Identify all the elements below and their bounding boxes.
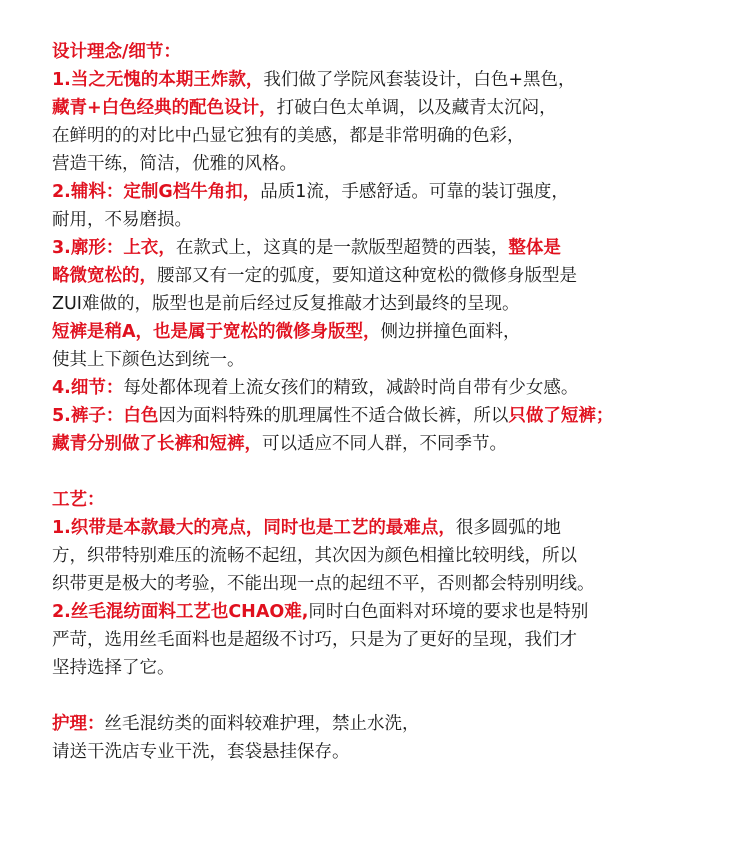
text-line xyxy=(52,374,732,402)
text-line xyxy=(52,738,732,766)
section-gap xyxy=(52,682,732,710)
body-text: 耐用，不易磨损。 xyxy=(52,210,192,230)
body-text: 方，织带特别难压的流畅不起纽，其次因为颜色相撞比较明线，所以 xyxy=(52,546,577,566)
text-line xyxy=(52,94,732,122)
highlighted-text: 工艺： xyxy=(52,490,105,510)
body-text: 坚持选择了它。 xyxy=(52,658,175,678)
highlighted-text: 4.细节： xyxy=(52,378,124,398)
body-text: ZUI难做的，版型也是前后经过反复推敲才达到最终的呈现。 xyxy=(52,294,520,314)
highlighted-text: 护理： xyxy=(52,714,105,734)
highlighted-text: 1.当之无愧的本期王炸款， xyxy=(52,70,264,90)
text-line xyxy=(52,178,732,206)
highlighted-text: 设计理念/细节： xyxy=(52,42,181,62)
text-line xyxy=(52,206,732,234)
section-heading-line xyxy=(52,486,732,514)
text-line xyxy=(52,234,732,262)
description-content xyxy=(52,38,732,766)
highlighted-text: 5.裤子：白色 xyxy=(52,406,159,426)
text-section xyxy=(52,486,732,682)
text-line xyxy=(52,346,732,374)
highlighted-text: 藏青+白色经典的配色设计， xyxy=(52,98,277,118)
body-text: 品质1流，手感舒适。可靠的装订强度， xyxy=(260,182,569,202)
text-section xyxy=(52,38,732,458)
text-line xyxy=(52,318,732,346)
body-text: 织带更是极大的考验，不能出现一点的起纽不平，否则都会特别明线。 xyxy=(52,574,595,594)
text-line xyxy=(52,290,732,318)
body-text: 每处都体现着上流女孩们的精致，减龄时尚自带有少女感。 xyxy=(123,378,579,398)
section-heading-line xyxy=(52,38,732,66)
highlighted-text: 2.辅料：定制G档牛角扣， xyxy=(52,182,261,202)
text-line xyxy=(52,654,732,682)
highlighted-text: 藏青分别做了长裤和短裤， xyxy=(52,434,262,454)
body-text: 丝毛混纺类的面料较难护理，禁止水洗， xyxy=(104,714,420,734)
section-gap xyxy=(52,458,732,486)
body-text: 同时白色面料对环境的要求也是特别 xyxy=(308,602,589,622)
body-text: 在款式上，这真的是一款版型超赞的西装， xyxy=(175,238,509,258)
body-text: 腰部又有一定的弧度，要知道这种宽松的微修身版型是 xyxy=(157,266,577,286)
text-line xyxy=(52,430,732,458)
body-text: 可以适应不同人群，不同季节。 xyxy=(262,434,507,454)
text-line xyxy=(52,66,732,94)
body-text: 严苛，选用丝毛面料也是超级不讨巧，只是为了更好的呈现，我们才 xyxy=(52,630,577,650)
body-text: 使其上下颜色达到统一。 xyxy=(52,350,245,370)
text-line xyxy=(52,122,732,150)
section-heading-line xyxy=(52,710,732,738)
text-section xyxy=(52,710,732,766)
text-line xyxy=(52,150,732,178)
text-line xyxy=(52,402,732,430)
body-text: 我们做了学院风套装设计，白色+黑色， xyxy=(263,70,576,90)
text-line xyxy=(52,262,732,290)
highlighted-text: 整体是 xyxy=(508,238,561,258)
body-text: 很多圆弧的地 xyxy=(455,518,561,538)
highlighted-text: 1.织带是本款最大的亮点，同时也是工艺的最难点， xyxy=(52,518,456,538)
text-line xyxy=(52,570,732,598)
body-text: 侧边拼撞色面料， xyxy=(380,322,521,342)
body-text: 营造干练，简洁，优雅的风格。 xyxy=(52,154,297,174)
highlighted-text: 略微宽松的， xyxy=(52,266,157,286)
highlighted-text: 3.廓形：上衣， xyxy=(52,238,176,258)
text-line xyxy=(52,598,732,626)
body-text: 打破白色太单调，以及藏青太沉闷， xyxy=(276,98,557,118)
text-line xyxy=(52,542,732,570)
text-line xyxy=(52,514,732,542)
highlighted-text: 短裤是稍A，也是属于宽松的微修身版型， xyxy=(52,322,381,342)
highlighted-text: 只做了短裤； xyxy=(508,406,614,426)
body-text: 在鲜明的的对比中凸显它独有的美感，都是非常明确的色彩， xyxy=(52,126,525,146)
text-line xyxy=(52,626,732,654)
body-text: 请送干洗店专业干洗，套袋悬挂保存。 xyxy=(52,742,350,762)
body-text: 因为面料特殊的肌理属性不适合做长裤，所以 xyxy=(158,406,509,426)
highlighted-text: 2.丝毛混纺面料工艺也CHAO难, xyxy=(52,602,309,622)
